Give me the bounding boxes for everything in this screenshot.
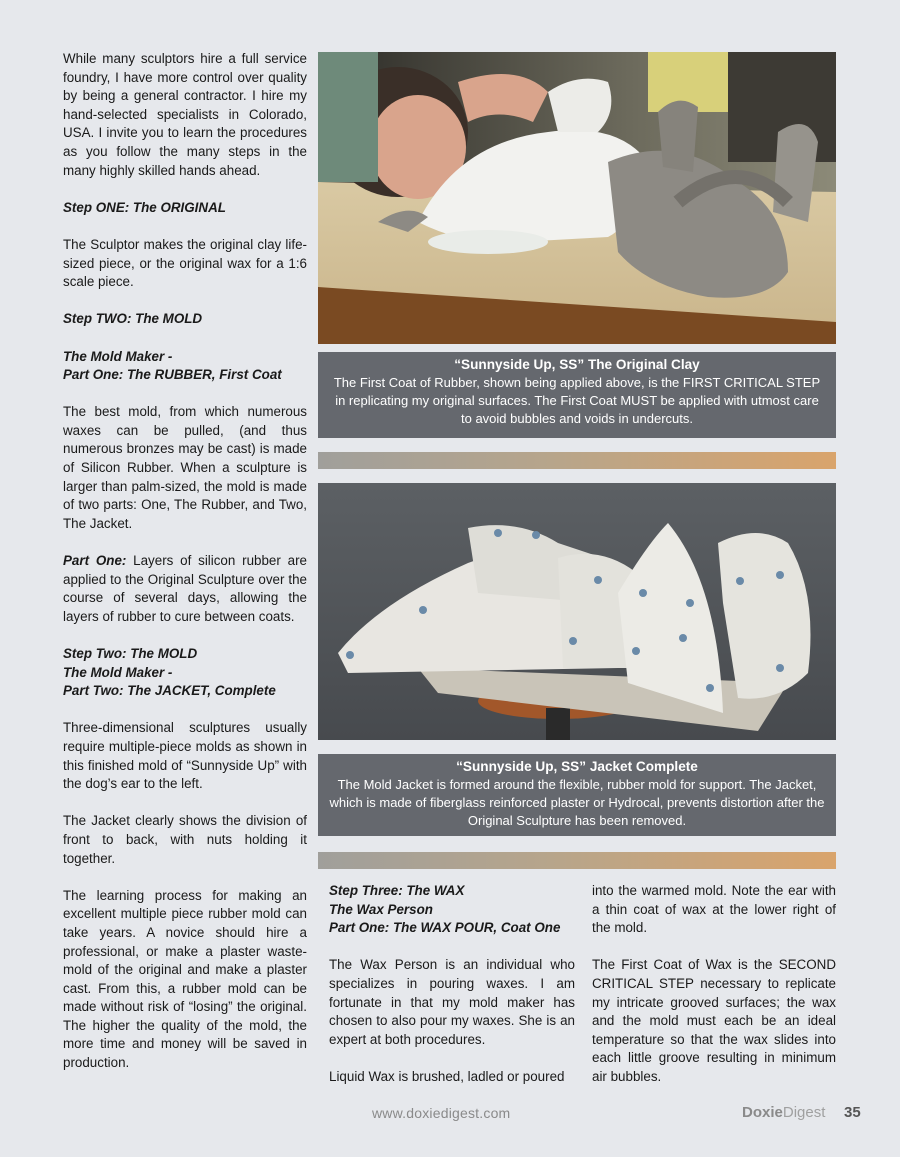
caption-jacket-complete [318,754,836,836]
caption-text: The Mold Jacket is formed around the flexible, rubber mold for support. The Jacket, which is made of fiberglass reinforced plaster or Hydrocal, prevents distortion after the Original Sculpture has been removed. [329,777,825,828]
brand-bold: Doxie [742,1104,783,1121]
divider-bar [318,452,836,469]
liquid-wax-paragraph: Liquid Wax is brushed, ladled or poured [329,1068,565,1084]
jacket-complete-photo [318,483,836,740]
original-clay-photo [318,52,836,344]
best-mold-paragraph: The best mold, from which numerous waxes can be pulled, (and thus numerous bronzes may be cast) is made of Silicon Rubber. When a sculpture is larger than palm-sized, the mold is made of two parts: One, The Rubber, and Two, The Jacket. [63,404,307,531]
part-one-heading-line1: The Mold Maker - [63,348,173,364]
footer-brand [742,1104,825,1121]
part-one-paragraph [63,552,307,626]
part-one-label: Part One: [63,553,127,569]
caption-text: The First Coat of Rubber, shown being applied above, is the FIRST CRITICAL STEP in replicating my original surfaces. The First Coat MUST be applied with utmost care to avoid bubbles and voids in undercuts. [333,375,821,426]
intro-paragraph: While many sculptors hire a full service foundry, I have more control over quality by being a general contractor. I hire my hand-selected specialists in Colorado, USA. I invite you to learn the procedures as you follow the many steps in the many highly skilled hands ahead. [63,51,307,178]
left-column [63,50,307,1091]
part-two-heading-line1: Step Two: The MOLD [63,646,198,661]
step-two-heading: Step TWO: The MOLD [63,311,203,327]
step-one-heading: Step ONE: The ORIGINAL [63,199,226,215]
part-one-text: Layers of silicon rubber are applied to the Original Sculpture over the course of several days, allowing the layers of rubber to cure between coats. [63,553,307,624]
step-one-paragraph: The Sculptor makes the original clay life-sized piece, or the original wax for a 1:6 scale piece. [63,236,307,290]
jacket-mold-illustration [318,483,836,740]
step-three-heading-line2: The Wax Person [329,901,433,917]
three-dim-paragraph: Three-dimensional sculptures usually require multiple-piece molds as shown in this finished mold of “Sunnyside Up” with the dog’s ear to the left. [63,720,307,792]
page-number: 35 [844,1104,861,1121]
caption-title: “Sunnyside Up, SS” The Original Clay [454,357,700,372]
part-one-heading-line2: Part One: The RUBBER, First Coat [63,367,282,383]
step-three-heading-line1: Step Three: The WAX [329,883,465,898]
caption-original-clay [318,352,836,438]
jacket-paragraph: The Jacket clearly shows the division of front to back, with nuts holding it together. [63,813,307,866]
step-three-heading-line3: Part One: The WAX POUR, Coat One [329,920,561,936]
first-coat-paragraph: The First Coat of Wax is the SECOND CRITICAL STEP necessary to replicate my intricate grooved surfaces; the wax and the mold must each be an ideal temperature so that the wax slides into each little groove resulting in minimum air bubbles. [592,957,836,1084]
divider-bar [318,852,836,869]
part-two-heading-line2: The Mold Maker - [63,664,173,680]
footer-url: www.doxiedigest.com [372,1105,511,1121]
part-two-heading-line3: Part Two: The JACKET, Complete [63,683,276,699]
wax-person-paragraph: The Wax Person is an individual who specializes in pouring waxes. I am fortunate in that my mold maker has chosen to also pour my waxes. She is an expert at both procedures. [329,957,575,1047]
original-clay-illustration [318,52,836,344]
learning-paragraph: The learning process for making an excellent multiple piece rubber mold can take years. A novice should hire a professional, or make a plaster waste-mold of the original and make a plaster cast. From this, a rubber mold can be made without risk of “losing” the original. The higher the quality of the mold, the more time and money will be saved in production. [63,887,307,1071]
brand-light: Digest [782,1104,826,1121]
warmed-mold-paragraph: into the warmed mold. Note the ear with a thin coat of wax at the lower right of the mold. [592,883,836,936]
right-column [592,882,836,1105]
caption-title: “Sunnyside Up, SS” Jacket Complete [456,759,698,774]
middle-column [329,882,575,1105]
